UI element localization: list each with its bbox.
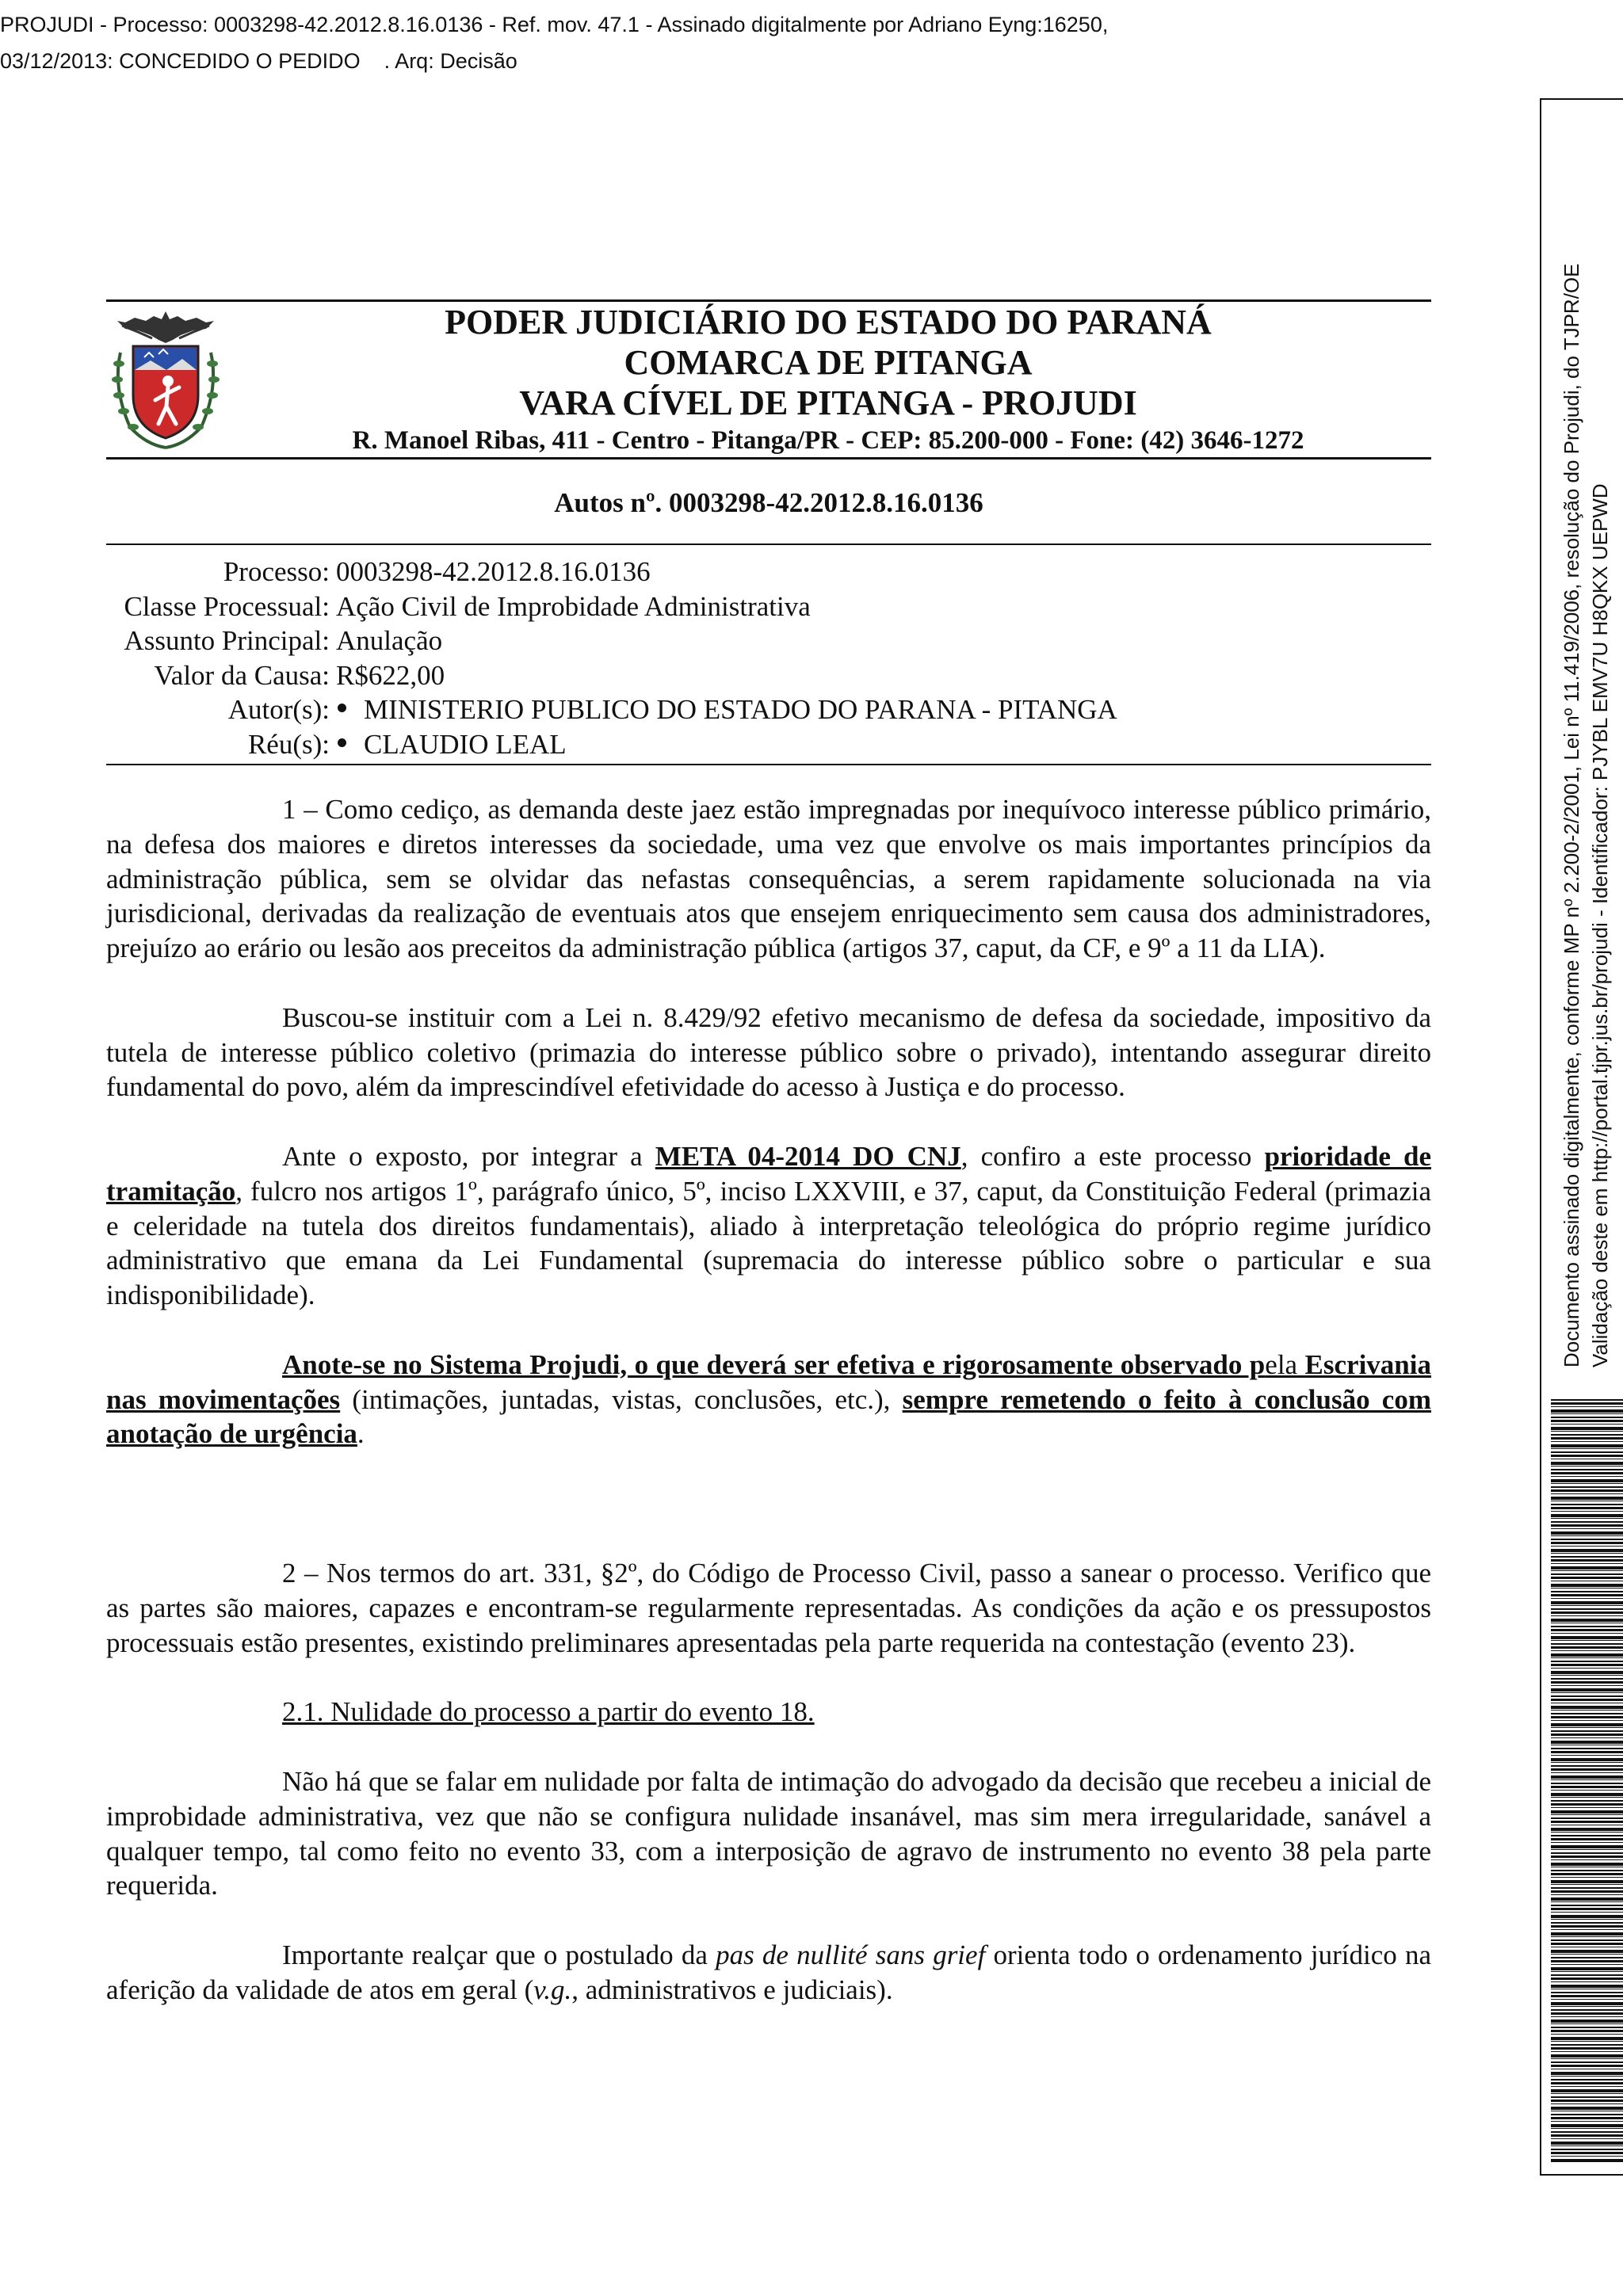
case-info-row	[106, 555, 1431, 589]
case-info-value	[330, 624, 442, 658]
prioridade-tramitacao-text: prioridade de tramitação	[106, 1140, 1431, 1207]
case-info-label: Classe Processual:	[124, 590, 330, 622]
section-heading-text: 2.1. Nulidade do processo a partir do evento 18.	[282, 1696, 815, 1728]
sidebar-line-1: Documento assinado digitalmente, conforme MP nº 2.200-2/2001, Lei nº 11.419/2006, resolução do Projudi, do TJPR/OE	[1560, 263, 1583, 1367]
bullet-icon	[338, 738, 346, 747]
case-info-row	[106, 692, 1431, 727]
section-heading-2-1	[106, 1695, 1431, 1730]
digital-signature-header	[0, 6, 1506, 79]
p7-text-a: Importante realçar que o postulado da	[282, 1939, 716, 1970]
meta-cnj-link-text: META 04-2014 DO CNJ	[655, 1140, 961, 1172]
court-letterhead	[106, 299, 1431, 460]
case-info-table	[106, 555, 1431, 761]
case-info-value	[330, 589, 811, 624]
p7-text-italic-b: pas de nullité sans grief	[716, 1939, 986, 1970]
paragraph-5: 2 – Nos termos do art. 331, §2º, do Código de Processo Civil, passo a sanear o processo. Verifico que as partes são maiores, capazes e encontram-se regularmente representadas. As condições da ação e os pressupostos processuais estão presentes, existindo preliminares apresentadas pela parte requerida na contestação (evento 23).	[106, 1558, 1431, 1658]
paragraph-7	[106, 1938, 1431, 2008]
anote-se-text: Anote-se no Sistema Projudi, o que deverá ser efetiva e rigorosamente observado p	[282, 1348, 1266, 1380]
case-info-value	[330, 555, 651, 589]
paragraph-1: 1 – Como cediço, as demanda deste jaez estão impregnadas por inequívoco interesse público primário, na defesa dos maiores e diretos interesses da sociedade, uma vez que envolve os mais importantes princípios da administração pública, sem se olvidar das nefastas consequências, a serem rapidamente solucionada na via jurisdicional, derivadas da realização de eventuais atos que ensejem enriquecimento sem causa dos administradores, prejuízo ao erário ou lesão aos preceitos da administração pública (artigos 37, caput, da CF, e 9º a 11 da LIA).	[106, 794, 1431, 964]
paragraph-3	[106, 1139, 1431, 1313]
decision-body	[106, 792, 1431, 2008]
letterhead-line-1: PODER JUDICIÁRIO DO ESTADO DO PARANÁ	[445, 303, 1212, 341]
case-info-value-text: 0003298-42.2012.8.16.0136	[336, 556, 651, 587]
digital-signature-sidebar	[1540, 98, 1623, 2176]
case-info-label: Réu(s):	[247, 728, 330, 760]
court-address: R. Manoel Ribas, 411 - Centro - Pitanga/PR - CEP: 85.200-000 - Fone: (42) 3646-1272	[352, 426, 1304, 455]
case-info-row	[106, 727, 1431, 762]
signature-header-line-1: PROJUDI - Processo: 0003298-42.2012.8.16.0136 - Ref. mov. 47.1 - Assinado digitalmente por Adriano Eyng:16250,	[0, 13, 1109, 36]
case-info-value-text: CLAUDIO LEAL	[364, 728, 567, 760]
parana-crest-icon	[106, 308, 225, 451]
signature-header-line-2: 03/12/2013: CONCEDIDO O PEDIDO . Arq: Decisão	[0, 49, 517, 73]
case-info-value	[330, 658, 445, 693]
case-info-value	[330, 692, 1117, 727]
p4-text-b: ela	[1265, 1348, 1305, 1380]
case-info-value-text: MINISTERIO PUBLICO DO ESTADO DO PARANA - PITANGA	[364, 694, 1117, 725]
letterhead-line-2: COMARCA DE PITANGA	[624, 343, 1033, 382]
p3-text-c: , confiro a este processo	[960, 1140, 1265, 1172]
case-info-label: Assunto Principal:	[124, 625, 330, 656]
case-info-row	[106, 658, 1431, 693]
case-info-row	[106, 624, 1431, 658]
p7-text-c: orienta todo o ordenamento jurídico na aferição da validade de atos em geral (	[106, 1939, 1431, 2005]
paragraph-6: Não há que se falar em nulidade por falta de intimação do advogado da decisão que recebeu a inicial de improbidade administrativa, vez que não se configura nulidade insanável, mas sim mera irregularidade, sanável a qualquer tempo, tal como feito no evento 33, com a interposição de agravo de instrumento no evento 38 pela parte requerida.	[106, 1765, 1431, 1901]
case-info-label: Valor da Causa:	[154, 659, 330, 691]
case-info-value-text: Anulação	[336, 625, 443, 656]
autos-number: Autos nº. 0003298-42.2012.8.16.0136	[554, 487, 983, 518]
case-info-value-text: R$622,00	[336, 659, 445, 691]
case-info-row	[106, 589, 1431, 624]
case-info-label: Autor(s):	[227, 694, 330, 725]
separator-rule-top	[106, 543, 1431, 545]
paragraph-4	[106, 1348, 1431, 1451]
case-info-value-text: Ação Civil de Improbidade Administrativa	[336, 590, 811, 622]
barcode-icon	[1551, 1399, 1623, 2163]
sidebar-line-2: Validação deste em http://portal.tjpr.jus.br/projudi - Identificador: PJYBL EMV7U H8QKX UEPWD	[1588, 483, 1612, 1367]
case-info-label: Processo:	[223, 556, 330, 587]
p7-text-italic-d: v.g.	[533, 1974, 572, 2005]
p7-text-e: , administrativos e judiciais).	[571, 1974, 893, 2005]
p4-text-d: (intimações, juntadas, vistas, conclusões, etc.),	[340, 1383, 903, 1415]
signature-sidebar-text	[1557, 100, 1623, 1367]
case-info-value	[330, 727, 567, 762]
p3-text-a: Ante o exposto, por integrar a	[282, 1140, 655, 1172]
paragraph-2: Buscou-se instituir com a Lei n. 8.429/92 efetivo mecanismo de defesa da sociedade, impositivo da tutela de interesse público coletivo (primazia do interesse público sobre o privado), intentando assegurar direito fundamental do povo, além da imprescindível efetividade do acesso à Justiça e do processo.	[106, 1001, 1431, 1103]
p4-text-f: .	[357, 1418, 365, 1450]
letterhead-line-3: VARA CÍVEL DE PITANGA - PROJUDI	[519, 383, 1137, 422]
bullet-icon	[338, 704, 346, 712]
letterhead-text	[225, 302, 1431, 458]
urgencia-text: sempre remetendo o feito à conclusão com anotação de urgência	[106, 1383, 1431, 1450]
escrivania-text: Escrivania nas movimentações	[106, 1348, 1431, 1415]
separator-rule-bottom	[106, 764, 1431, 765]
p3-text-e: , fulcro nos artigos 1º, parágrafo único, 5º, inciso LXXVIII, e 37, caput, da Constituição Federal (primazia e celeridade na tutela dos direitos fundamentais), aliado à interpretação teleológica do próprio regime jurídico administrativo que emana da Lei Fundamental (supremacia do interesse público sobre o particular e sua indisponibilidade).	[106, 1175, 1431, 1311]
